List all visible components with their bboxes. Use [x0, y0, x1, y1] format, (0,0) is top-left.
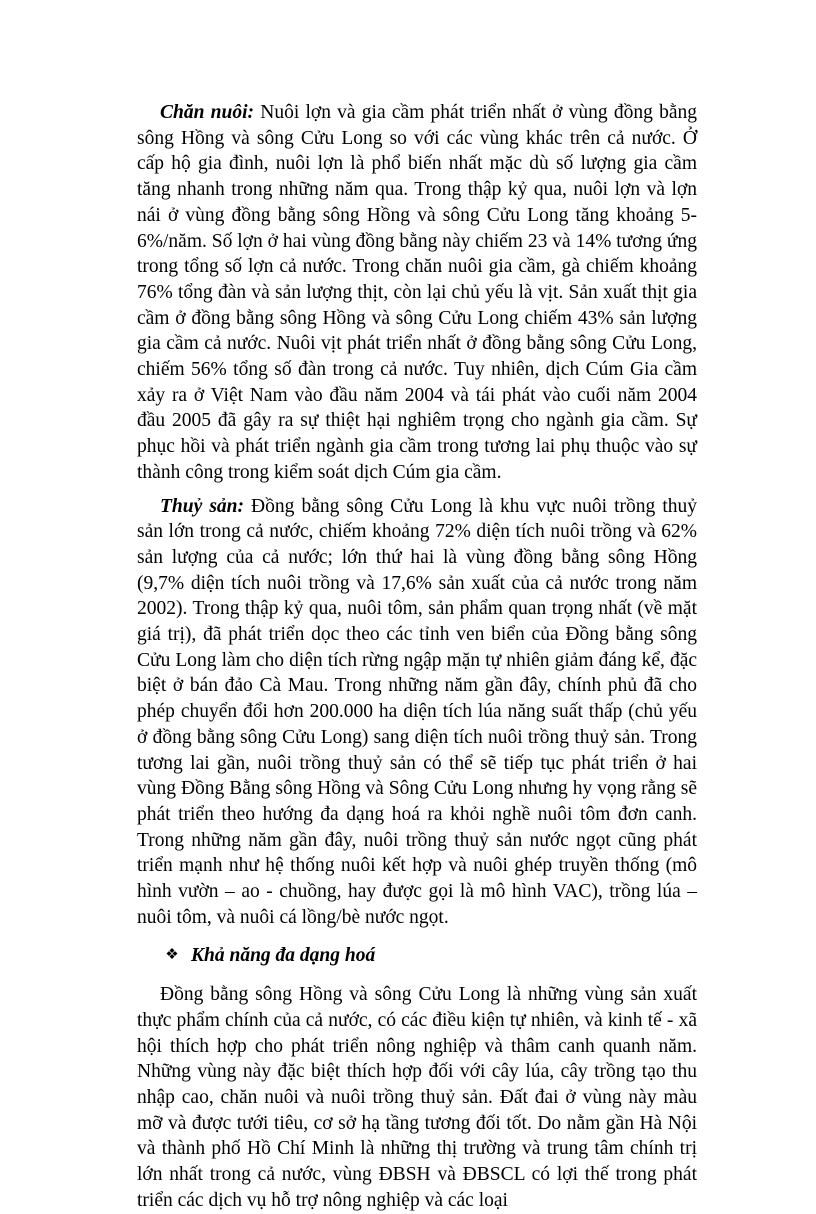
aquaculture-text: Đồng bằng sông Cửu Long là khu vực nuôi trồng thuỷ sản lớn trong cả nước, chiếm khoảng 72% diện tích nuôi trồng và 62% sản lượng của cả nước; lớn thứ hai là vùng đồng bằng sông Hồng (9,7% diện tích nuôi trồng và 17,6% sản xuất của cả nước trong năm 2002). Trong thập kỷ qua, nuôi tôm, sản phẩm quan trọng nhất (về mặt giá trị), đã phát triển dọc theo các tỉnh ven biển của Đồng bằng sông Cửu Long làm cho diện tích rừng ngập mặn tự nhiên giảm đáng kể, đặc biệt ở bán đảo Cà Mau. Trong những năm gần đây, chính phủ đã cho phép chuyển đổi hơn 200.000 ha diện tích lúa năng suất thấp (chủ yếu ở đồng bằng sông Cửu Long) sang diện tích nuôi trồng thuỷ sản. Trong tương lai gần, nuôi trồng thuỷ sản có thể sẽ tiếp tục phát triển ở hai vùng Đồng Bằng sông Hồng và Sông Cửu Long nhưng hy vọng rằng sẽ phát triển theo hướng đa dạng hoá ra khỏi nghề nuôi tôm đơn canh. Trong những năm gần đây, nuôi trồng thuỷ sản nước ngọt cũng phát triển mạnh như hệ thống nuôi kết hợp và nuôi ghép truyền thống (mô hình vườn – ao - chuồng, hay được gọi là mô hình VAC), trồng lúa – nuôi tôm, và nuôi cá lồng/bè nước ngọt. [137, 495, 698, 928]
heading-text: Khả năng đa dạng hoá [191, 944, 376, 966]
paragraph-livestock [137, 100, 697, 486]
livestock-lead: Chăn nuôi: [160, 102, 255, 123]
aquaculture-lead: Thuỷ sản: [160, 495, 244, 517]
livestock-text: Nuôi lợn và gia cầm phát triển nhất ở vùng đồng bằng sông Hồng và sông Cửu Long so với các vùng khác trên cả nước. Ở cấp hộ gia đình, nuôi lợn là phổ biến nhất mặc dù số lượng gia cầm tăng nhanh trong những năm qua. Trong thập kỷ qua, nuôi lợn và lợn nái ở vùng đồng bằng sông Hồng và sông Cửu Long tăng khoảng 5-6%/năm. Số lợn ở hai vùng đồng bằng này chiếm 23 và 14% tương ứng trong tổng số lợn cả nước. Trong chăn nuôi gia cầm, gà chiếm khoảng 76% tổng đàn và sản lượng thịt, còn lại chủ yếu là vịt. Sản xuất thịt gia cầm ở đồng bằng sông Hồng và sông Cửu Long chiếm 43% sản lượng gia cầm cả nước. Nuôi vịt phát triển nhất ở đồng bằng sông Cửu Long, chiếm 56% tổng số đàn trong cả nước. Tuy nhiên, dịch Cúm Gia cầm xảy ra ở Việt Nam vào đầu năm 2004 và tái phát vào cuối năm 2004 đầu 2005 đã gây ra sự thiệt hại nghiêm trọng cho ngành gia cầm. Sự phục hồi và phát triển ngành gia cầm trong tương lai phụ thuộc vào sự thành công trong kiểm soát dịch Cúm gia cầm. [137, 102, 697, 483]
paragraph-aquaculture [137, 494, 697, 931]
diamond-bullet-icon: ❖ [165, 946, 179, 963]
diversification-text: Đồng bằng sông Hồng và sông Cửu Long là những vùng sản xuất thực phẩm chính của cả nước, có các điều kiện tự nhiên, và kinh tế - xã hội thích hợp cho phát triển nông nghiệp và thâm canh quanh năm. Những vùng này đặc biệt thích hợp đối với cây lúa, cây trồng tạo thu nhập cao, chăn nuôi và nuôi trồng thuỷ sản. Đất đai ở vùng này màu mỡ và được tưới tiêu, cơ sở hạ tầng tương đối tốt. Do nằm gần Hà Nội và thành phố Hồ Chí Minh là những thị trường và trung tâm chính trị lớn nhất trong cả nước, vùng ĐBSH và ĐBSCL có lợi thế trong phát triển các dịch vụ hỗ trợ nông nghiệp và các loại [137, 984, 697, 1211]
document-page [137, 100, 697, 1214]
paragraph-diversification [137, 982, 697, 1213]
section-heading [137, 943, 697, 969]
